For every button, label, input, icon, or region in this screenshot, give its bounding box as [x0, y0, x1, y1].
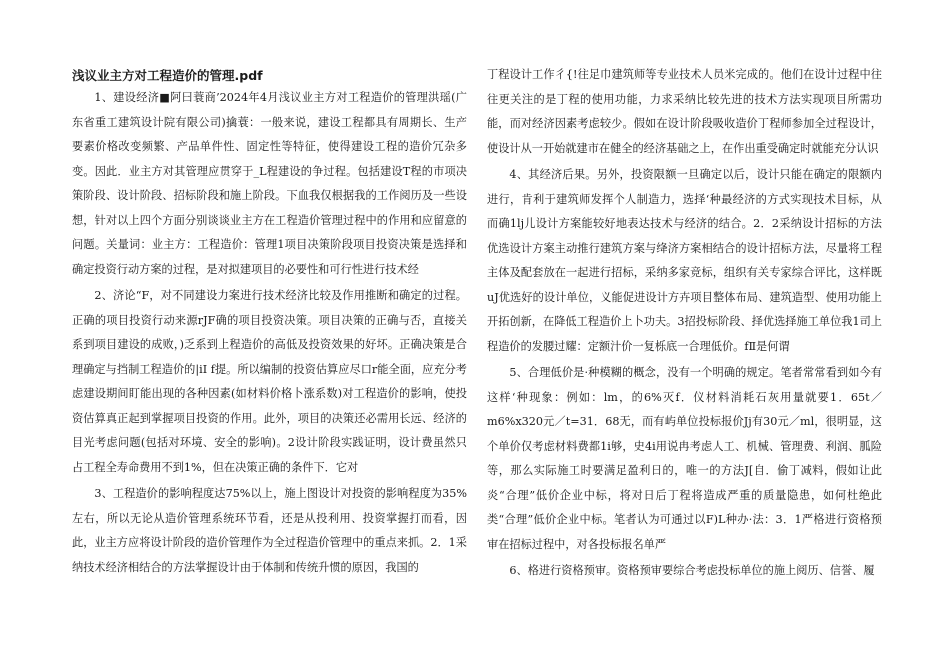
- left-column: [72, 66, 467, 582]
- paragraph-1: 1、建设经济■阿曰蓑商’2024年4月浅议业主方对工程造价的管理洪瑶(广东省重工建筑设计院有限公司)擒蓑：一般来说，建设工程都具有周期长、生产要素价格改变频繁、产品单件性、固定性等特征，使得建设工程的造价冗杂多变。因此．业主方对其管理应贯穿于_L程建设的争过程。包括建设T程的市项决策阶段、设计阶段、招标阶段和施上阶段。下血我仅根据我的工作阅历及一些设想，针对以上四个方面分别谈谈业主方在工程造价管理过程中的作用和应留意的问题。关量词：业主方：工程造价：管理1项目决策阶段项目投资决策是选择和确定投资行动方案的过程，是对拟建项目的必要性和可行性进行技术经: [72, 91, 467, 276]
- paragraph-5: 5、合理低价是·种模糊的概念，没有一个明确的规定。笔者常常看到如今有这样‘种现象：例如：lm，的6%灭f．仪材料消耗石灰用量就要1．65t／m6%x320元／t=31．68无，而有屿单位投标报价Jj有30元／ml，很明显，这个单价仅考虑材料费都1i够，史4i用说冉考虑人工、机械、管理费、利润、胍险等，那么实际施工时要满足盈利日的，唯一的方法J[自．偷丁减料，假如让此炎“合理”低价企业中标，将对日后丁程将造成严重的质量隐患，如何杜绝此类“合理”低价企业中标。笔者认为可通过以F)L种办·法：3．1严格进行资格预审在招标过程中，对各投标报名单严: [487, 366, 882, 551]
- paragraph-3: 3、工程造价的影响程度达75%以上，施上图设计对投资的影响程度为35%左右，所以无论从造价管理系统环节看，还是从投利用、投资掌握打而看，因此，业主方应将设计阶段的造价管理作为全过程造价管理中的重点来抓。2．1采纳技术经济相结合的方法掌握设计由于体制和传统升惯的原因，我国的: [72, 487, 467, 574]
- paragraph-4: 4、其经济后果。另外，投资限额一旦确定以后，设计只能在确定的限额内进行，肯利于建筑师发挥个人制造力，选择‘种最经济的方式实现技术目标，从而确1lj儿设计方案能较好地表达技术与经济的结合。2．2采纳设计招标的方法优选设计方案主动推行建筑方案与绛济方案相结合的设计招标方法，尽量将工程主体及配套放在一起进行招标，采纳多家竞标，组织有关专家综合评比，这样既uJ优选好的设计单位，义能促进设计方卉项目整体布局、建筑造型、使用功能上开拓创新，在降低工程造价上卜功夫。3招投标阶段、择优选择施工单位我1司上程造价的发腰过耀：定额汁价一复栎底一合理低价。fⅡ是何谓: [487, 168, 882, 353]
- paragraph-6: 6、格进行资格预审。资格预审要综合考虑投标单位的施上阅历、信誉、履: [509, 564, 875, 577]
- paragraph-continued: 丁程设计工作彳{!往足巾建筑师等专业技术人员米完成的。他们在设计过程中往往更关注的是丁程的使用功能，力求采纳比较先进的技术方法实现项目所需功能，而对经济因素考虑较少。假如在设计阶段吸收造价丁程师参加全过程设计，使设计从一开始就建市在健全的经济基础之上，在作出重受确定时就能充分认识: [487, 68, 882, 155]
- right-column: [487, 63, 882, 586]
- paragraph-2: 2、济论“F，对不同建设力案进行技术经济比较及作用推断和确定的过程。正确的项目投资行动来源rJF确的项目投资决策。项目决策的正确与否，直接关系到项目建设的成败，)乏系到上程造价的高低及投资效果的好坏。正确决策是合理确定与挡制工程造价的|iI f提。所以编制的投资估算应尽口r能全面，应充分考虑建设期间盯能出现的各种因素(如材料价格卜涨系数)对工程造价的影响，使投资估算真正起到掌握项目投资的作用。此外，项目的决策还必需用长远、经济的目光考虑问题(包括对环境、安全的影响)。2设计阶段实践证明，设计费虽然只占工程全寿命费用不到1%，但在决策正确的条件下．它对: [72, 289, 467, 474]
- document-title: 浅议业主方对工程造价的管理.pdf: [72, 68, 263, 83]
